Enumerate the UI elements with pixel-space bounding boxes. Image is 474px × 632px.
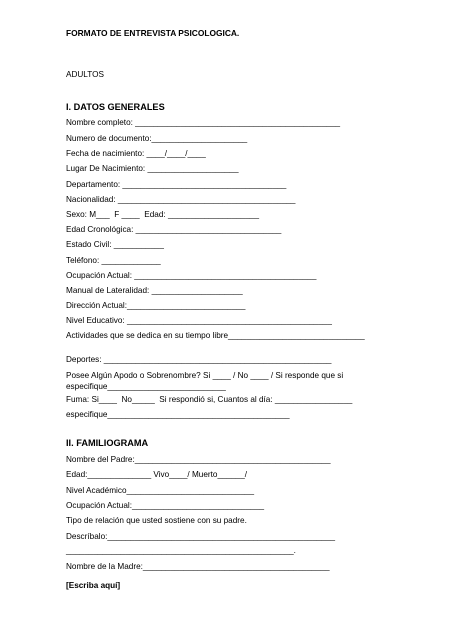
field-sexo-edad: Sexo: M___ F ____ Edad: ____________________ (66, 210, 260, 219)
section-heading-familiograma: II. FAMILIOGRAMA (66, 438, 149, 448)
field-nombre-completo: Nombre completo: _____________________________________________ (66, 118, 341, 127)
field-nombre-padre: Nombre del Padre:___________________________________________ (66, 455, 331, 464)
field-fuma-especifique: especifique________________________________________ (66, 410, 290, 419)
field-ocupacion-actual: Ocupación Actual: ________________________________________ (66, 271, 317, 280)
field-nivel-educativo: Nivel Educativo: _____________________________________________ (66, 316, 332, 325)
document-subtitle: ADULTOS (66, 70, 104, 79)
field-apodo-especifique: especifique__________________________ (66, 382, 226, 391)
field-telefono: Teléfono: _____________ (66, 256, 161, 265)
field-apodo: Posee Algún Apodo o Sobrenombre? Si ____ / No ____ / Si responde que si (66, 371, 344, 380)
field-nacionalidad: Nacionalidad: _______________________________________ (66, 195, 296, 204)
footer-placeholder: [Escriba aquí] (66, 581, 121, 590)
field-direccion-actual: Dirección Actual:__________________________ (66, 301, 246, 310)
field-estado-civil: Estado Civil: ___________ (66, 240, 164, 249)
field-tipo-relacion: Tipo de relación que usted sostiene con su padre. (66, 516, 247, 525)
field-describalo: Descríbalo:__________________________________________________ (66, 532, 336, 541)
field-numero-documento: Numero de documento:_____________________ (66, 134, 248, 143)
field-manual-lateralidad: Manual de Lateralidad: ____________________ (66, 286, 243, 295)
field-departamento: Departamento: ____________________________________ (66, 180, 287, 189)
section-heading-datos-generales: I. DATOS GENERALES (66, 102, 165, 112)
field-nivel-academico: Nivel Académico____________________________ (66, 486, 255, 495)
field-fecha-nacimiento: Fecha de nacimiento: ____/____/____ (66, 149, 206, 158)
field-edad-cronologica: Edad Cronológica: ________________________________ (66, 225, 282, 234)
field-ocupacion-padre: Ocupación Actual:_____________________________ (66, 501, 265, 510)
document-title: FORMATO DE ENTREVISTA PSICOLOGICA. (66, 28, 240, 38)
field-edad-padre: Edad:______________ Vivo____/ Muerto______/ (66, 470, 248, 479)
field-describalo-continuation: __________________________________________________. (66, 546, 296, 555)
field-deportes: Deportes: __________________________________________________ (66, 355, 332, 364)
field-nombre-madre: Nombre de la Madre:_________________________________________ (66, 562, 330, 571)
field-lugar-nacimiento: Lugar De Nacimiento: ____________________ (66, 164, 239, 173)
field-fuma: Fuma: Si____ No_____ Si respondió si, Cuantos al día: _________________ (66, 395, 353, 404)
field-actividades: Actividades que se dedica en su tiempo libre______________________________ (66, 331, 365, 340)
